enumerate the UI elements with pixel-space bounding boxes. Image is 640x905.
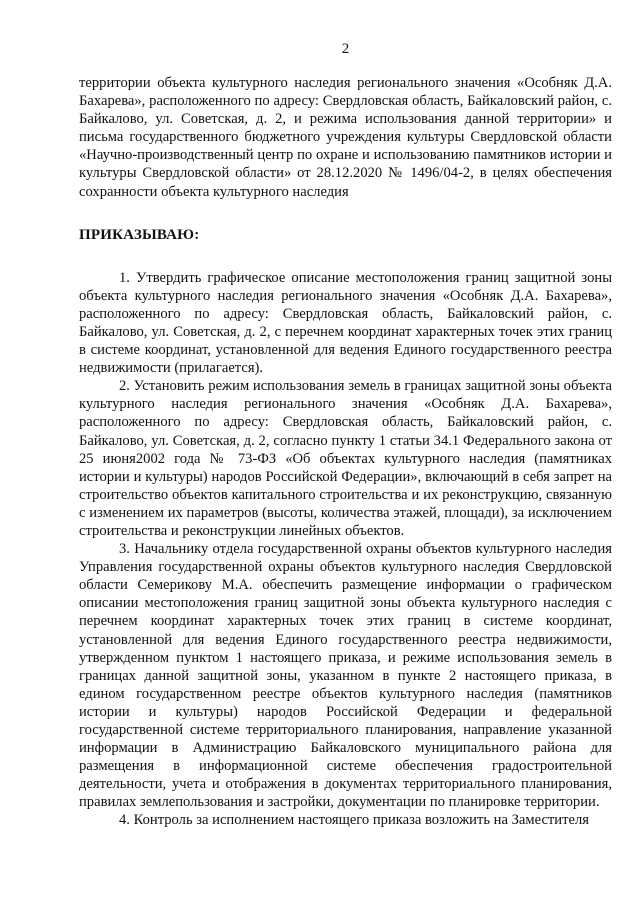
order-heading: ПРИКАЗЫВАЮ: <box>79 226 200 243</box>
intro-paragraph: территории объекта культурного наследия регионального значения «Особняк Д.А. Бахарева», расположенного по адресу: Свердловская область, Байкаловский район, с. Байкалово, ул. Советская, д. 2, и режима использования данной территории» и письма государственного бюджетного учреждения культуры Свердловской области «Научно-производственный центр по охране и использованию памятников истории и культуры Свердловской области» от 28.12.2020 № 1496/04-2, в целях обеспечения сохранности объекта культурного наследия <box>79 75 612 200</box>
document-page <box>79 40 612 830</box>
order-item-2: 2. Установить режим использования земель в границах защитной зоны объекта культурного наследия регионального значения «Особняк Д.А. Бахарева», расположенного по адресу: Свердловская область, Байкаловский район, с. Байкалово, ул. Советская, д. 2, согласно пункту 1 статьи 34.1 Федерального закона от 25 июня2002 года № 73-ФЗ «Об объектах культурного наследия (памятниках истории и культуры) народов Российской Федерации», включающий в себя запрет на строительство объектов капитального строительства и их реконструкцию, связанную с изменением их параметров (высоты, количества этажей, площади), за исключением строительства и реконструкции линейных объектов. <box>79 378 612 539</box>
order-item-3: 3. Начальнику отдела государственной охраны объектов культурного наследия Управления государственной охраны объектов культурного наследия Свердловской области Семерикову М.А. обеспечить размещение информации о графическом описании местоположения границ защитной зоны объекта культурного наследия с перечнем координат характерных точек этих границ в системе координат, установленной для ведения Единого государственного реестра недвижимости, утвержденном пунктом 1 настоящего приказа, и режиме использования земель в границах данной защитной зоны, указанном в пункте 2 настоящего приказа, в едином государственном реестре объектов культурного наследия (памятников истории и культуры) народов Российской Федерации и федеральной государственной системе территориального планирования, направление указанной информации в Администрацию Байкаловского муниципального района для размещения в информационной системе обеспечения градостроительной деятельности, учета и отображения в документах территориального планирования, правилах землепользования и застройки, документации по планировке территории. <box>79 541 612 811</box>
page-number: 2 <box>341 41 350 57</box>
order-item-4: 4. Контроль за исполнением настоящего приказа возложить на Заместителя <box>119 812 589 829</box>
order-item-1: 1. Утвердить графическое описание местоположения границ защитной зоны объекта культурного наследия регионального значения «Особняк Д.А. Бахарева», расположенного по адресу: Свердловская область, Байкаловский район, с. Байкалово, ул. Советская, д. 2, с перечнем координат характерных точек этих границ в системе координат, установленной для ведения Единого государственного реестра недвижимости (прилагается). <box>79 269 612 377</box>
